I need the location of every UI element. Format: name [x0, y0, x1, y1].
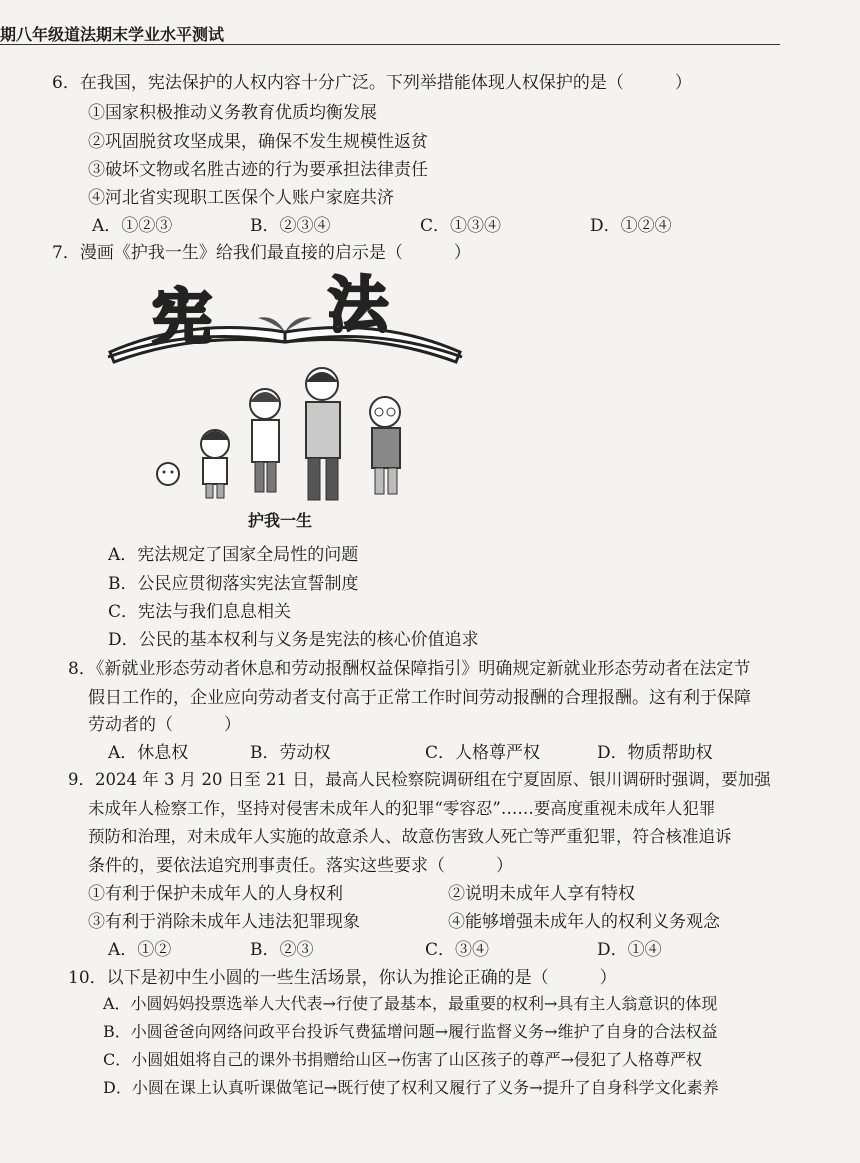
q6-item-2: ②巩固脱贫攻坚成果，确保不发生规模性返贫	[88, 132, 428, 152]
q6-item-1: ①国家积极推动义务教育优质均衡发展	[88, 103, 377, 123]
q10-option-b[interactable]: B．小圆爸爸向网络问政平台投诉气费猛增问题→履行监督义务→维护了自身的合法权益	[103, 1022, 718, 1041]
q9-options	[0, 935, 860, 959]
q10-option-c[interactable]: C．小圆姐姐将自己的课外书捐赠给山区→伤害了山区孩子的尊严→侵犯了人格尊严权	[103, 1050, 703, 1069]
q6-options	[0, 211, 860, 235]
q6-item-3: ③破坏文物或名胜古迹的行为要承担法律责任	[88, 160, 428, 180]
comic-char-fa: 法	[328, 271, 388, 341]
q9-item-2: ②说明未成年人享有特权	[448, 884, 635, 904]
q7-option-d[interactable]: D．公民的基本权利与义务是宪法的核心价值追求	[108, 630, 479, 650]
q8-option-a[interactable]: A．休息权	[108, 743, 189, 763]
q7-option-c[interactable]: C．宪法与我们息息相关	[108, 602, 292, 622]
q8-option-b[interactable]: B．劳动权	[250, 743, 331, 763]
child-figure	[201, 430, 229, 498]
q10-stem: 10．以下是初中生小圆的一些生活场景，你认为推论正确的是（ ）	[68, 968, 617, 988]
q7-option-a[interactable]: A．宪法规定了国家全局性的问题	[108, 545, 359, 565]
adult-figure	[306, 368, 340, 500]
q7-option-b[interactable]: B．公民应贯彻落实宪法宣誓制度	[108, 574, 359, 594]
comic-char-xian: 宪	[152, 283, 212, 353]
q9-item-4: ④能够增强未成年人的权利义务观念	[448, 912, 720, 932]
q8-line-1: 8．《新就业形态劳动者休息和劳动报酬权益保障指引》明确规定新就业形态劳动者在法定节	[68, 659, 751, 679]
q9-item-3: ③有利于消除未成年人违法犯罪现象	[88, 912, 360, 932]
header-title: 期八年级道法期末学业水平测试	[0, 25, 225, 44]
q9-option-c[interactable]: C．③④	[425, 940, 490, 960]
q9-item-1: ①有利于保护未成年人的人身权利	[88, 884, 343, 904]
q6-option-d[interactable]: D．①②④	[590, 216, 672, 236]
q6-option-c[interactable]: C．①③④	[420, 216, 502, 236]
q9-option-b[interactable]: B．②③	[250, 940, 314, 960]
q8-line-2: 假日工作的，企业应向劳动者支付高于正常工作时间劳动报酬的合理报酬。这有利于保障	[88, 688, 751, 708]
comic-caption: 护我一生	[248, 511, 313, 530]
elder-figure	[370, 397, 400, 494]
q9-line-1: 9．2024 年 3 月 20 日至 21 日，最高人民检察院调研组在宁夏固原、银川调研时强调，要加强	[68, 770, 771, 789]
comic-illustration	[100, 262, 480, 537]
q8-line-3: 劳动者的（ ）	[88, 715, 241, 735]
q10-option-a[interactable]: A．小圆妈妈投票选举人大代表→行使了最基本，最重要的权利→具有主人翁意识的体现	[103, 994, 718, 1013]
q7-stem: 7．漫画《护我一生》给我们最直接的启示是（ ）	[52, 243, 471, 263]
q8-option-d[interactable]: D．物质帮助权	[597, 743, 713, 763]
q9-option-d[interactable]: D．①④	[597, 940, 662, 960]
q8-options	[0, 738, 860, 762]
q9-option-a[interactable]: A．①②	[108, 940, 172, 960]
q9-line-4: 条件的，要依法追究刑事责任。落实这些要求（ ）	[88, 856, 513, 876]
q10-option-d[interactable]: D．小圆在课上认真听课做笔记→既行使了权利又履行了义务→提升了自身科学文化素养	[103, 1078, 719, 1097]
q9-line-2: 未成年人检察工作，坚持对侵害未成年人的犯罪“零容忍”……要高度重视未成年人犯罪	[88, 799, 716, 818]
q6-item-4: ④河北省实现职工医保个人账户家庭共济	[88, 188, 394, 208]
baby-figure	[157, 463, 179, 485]
q9-line-3: 预防和治理，对未成年人实施的故意杀人、故意伤害致人死亡等严重犯罪，符合核准追诉	[88, 827, 732, 846]
q6-stem: 6．在我国，宪法保护的人权内容十分广泛。下列举措能体现人权保护的是（ ）	[52, 73, 692, 93]
page-header	[0, 22, 780, 45]
q6-option-a[interactable]: A．①②③	[92, 216, 173, 236]
teen-figure	[250, 389, 280, 492]
q6-option-b[interactable]: B．②③④	[250, 216, 331, 236]
q8-option-c[interactable]: C．人格尊严权	[425, 743, 541, 763]
